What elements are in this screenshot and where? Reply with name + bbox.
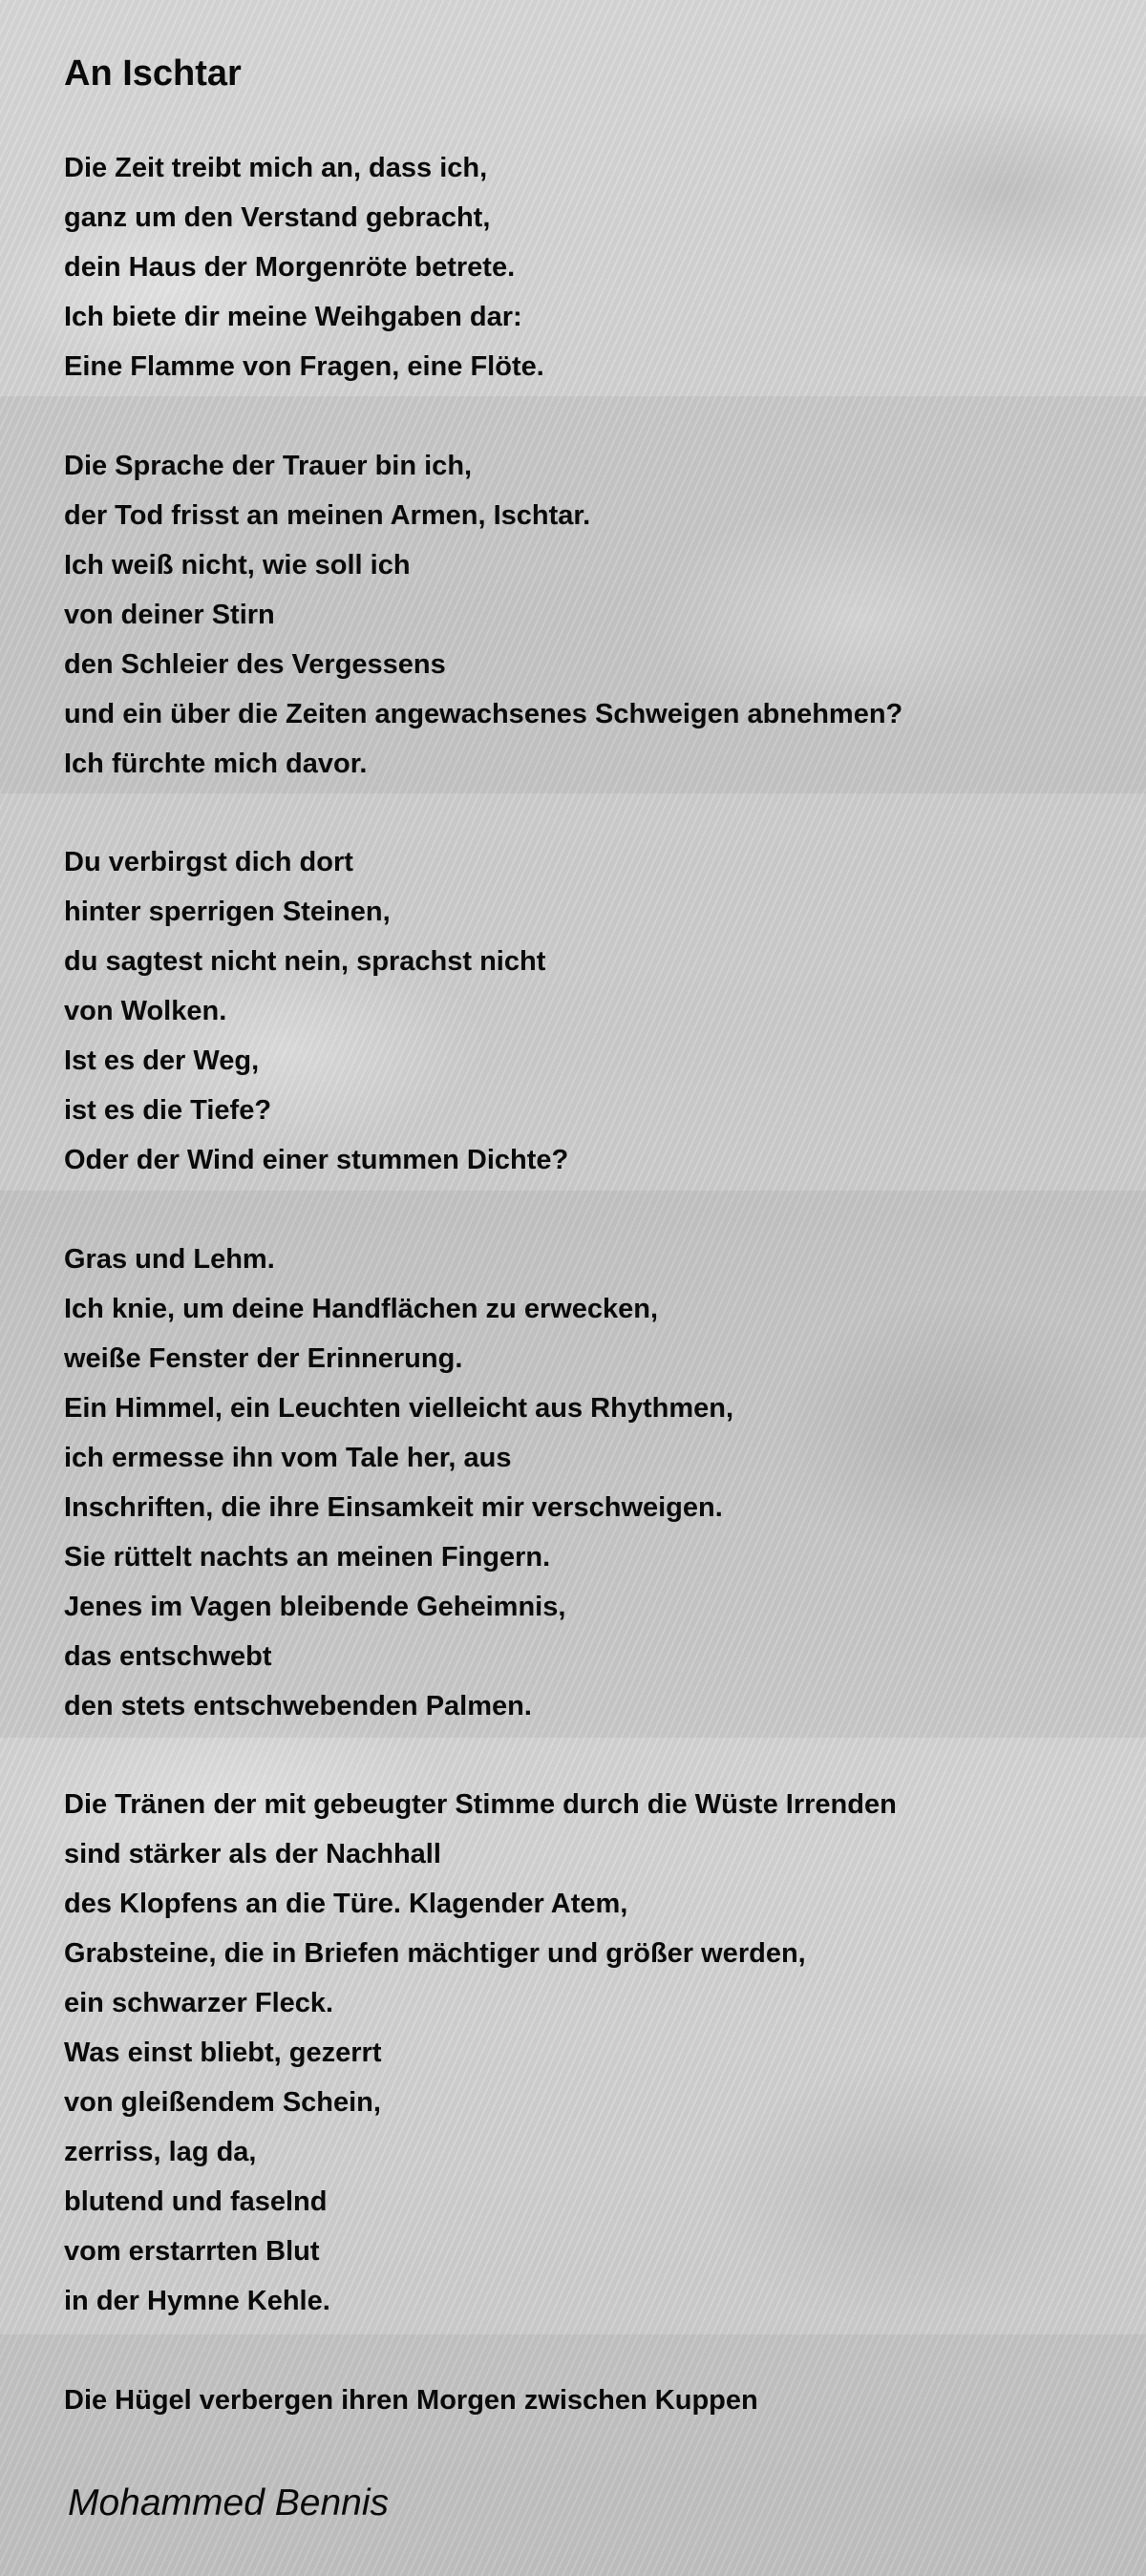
poem-line: Ich knie, um deine Handflächen zu erwecken, [64,1294,659,1324]
author-name: Mohammed Bennis [68,2482,389,2523]
poem-line: Sie rüttelt nachts an meinen Fingern. [64,1542,551,1573]
stanza-3 [64,837,568,1185]
poem-line: Jenes im Vagen bleibende Geheimnis, [64,1592,566,1622]
poem-line: Was einst bliebt, gezerrt [64,2038,382,2068]
poem-line: Du verbirgst dich dort [64,847,353,877]
poem-line: Ich weiß nicht, wie soll ich [64,550,411,581]
poem-line: Ein Himmel, ein Leuchten vielleicht aus Rhythmen, [64,1393,733,1424]
poem-line: Grabsteine, die in Briefen mächtiger und größer werden, [64,1938,806,1969]
poem-line: vom erstarrten Blut [64,2236,320,2267]
poem-line: in der Hymne Kehle. [64,2286,330,2316]
stanza-6 [64,2375,758,2425]
poem-line: Die Hügel verbergen ihren Morgen zwischen Kuppen [64,2385,758,2416]
stanza-2 [64,441,902,789]
poem-line: weiße Fenster der Erinnerung. [64,1343,463,1374]
poem-line: Die Tränen der mit gebeugter Stimme durch die Wüste Irrenden [64,1789,897,1820]
poem-line: blutend und faselnd [64,2186,328,2217]
poem-line: von gleißendem Schein, [64,2087,381,2118]
stanza-1 [64,143,544,391]
poem-line: den Schleier des Vergessens [64,649,446,680]
poem-line: von Wolken. [64,996,227,1026]
background-band [0,2334,1146,2576]
poem-line: Ich fürchte mich davor. [64,749,368,779]
poem-line: und ein über die Zeiten angewachsenes Schweigen abnehmen? [64,699,903,729]
poem-line: Die Zeit treibt mich an, dass ich, [64,153,488,183]
stanza-5 [64,1780,897,2326]
poem-line: von deiner Stirn [64,600,275,630]
poem-line: ist es die Tiefe? [64,1095,272,1126]
poem-line: dein Haus der Morgenröte betrete. [64,252,516,283]
poem-line: der Tod frisst an meinen Armen, Ischtar. [64,500,591,531]
poem-line: ich ermesse ihn vom Tale her, aus [64,1443,512,1473]
poem-line: Oder der Wind einer stummen Dichte? [64,1145,569,1175]
poem-line: ganz um den Verstand gebracht, [64,202,491,233]
poem-line: das entschwebt [64,1641,272,1672]
poem-line: Gras und Lehm. [64,1244,275,1275]
poem-line: des Klopfens an die Türe. Klagender Atem, [64,1889,628,1919]
poem-line: ein schwarzer Fleck. [64,1988,334,2018]
poem-line: Ist es der Weg, [64,1045,260,1076]
stanza-4 [64,1235,733,1731]
poem-line: Ich biete dir meine Weihgaben dar: [64,302,522,332]
poem-line: Eine Flamme von Fragen, eine Flöte. [64,351,544,382]
poem-line: den stets entschwebenden Palmen. [64,1691,532,1721]
poem-line: hinter sperrigen Steinen, [64,897,391,927]
poem-line: sind stärker als der Nachhall [64,1839,441,1869]
poem-line: du sagtest nicht nein, sprachst nicht [64,946,546,977]
poem-title: An Ischtar [64,53,242,94]
poem-line: Inschriften, die ihre Einsamkeit mir verschweigen. [64,1492,723,1523]
poem-line: Die Sprache der Trauer bin ich, [64,451,473,481]
poem-line: zerriss, lag da, [64,2137,257,2167]
